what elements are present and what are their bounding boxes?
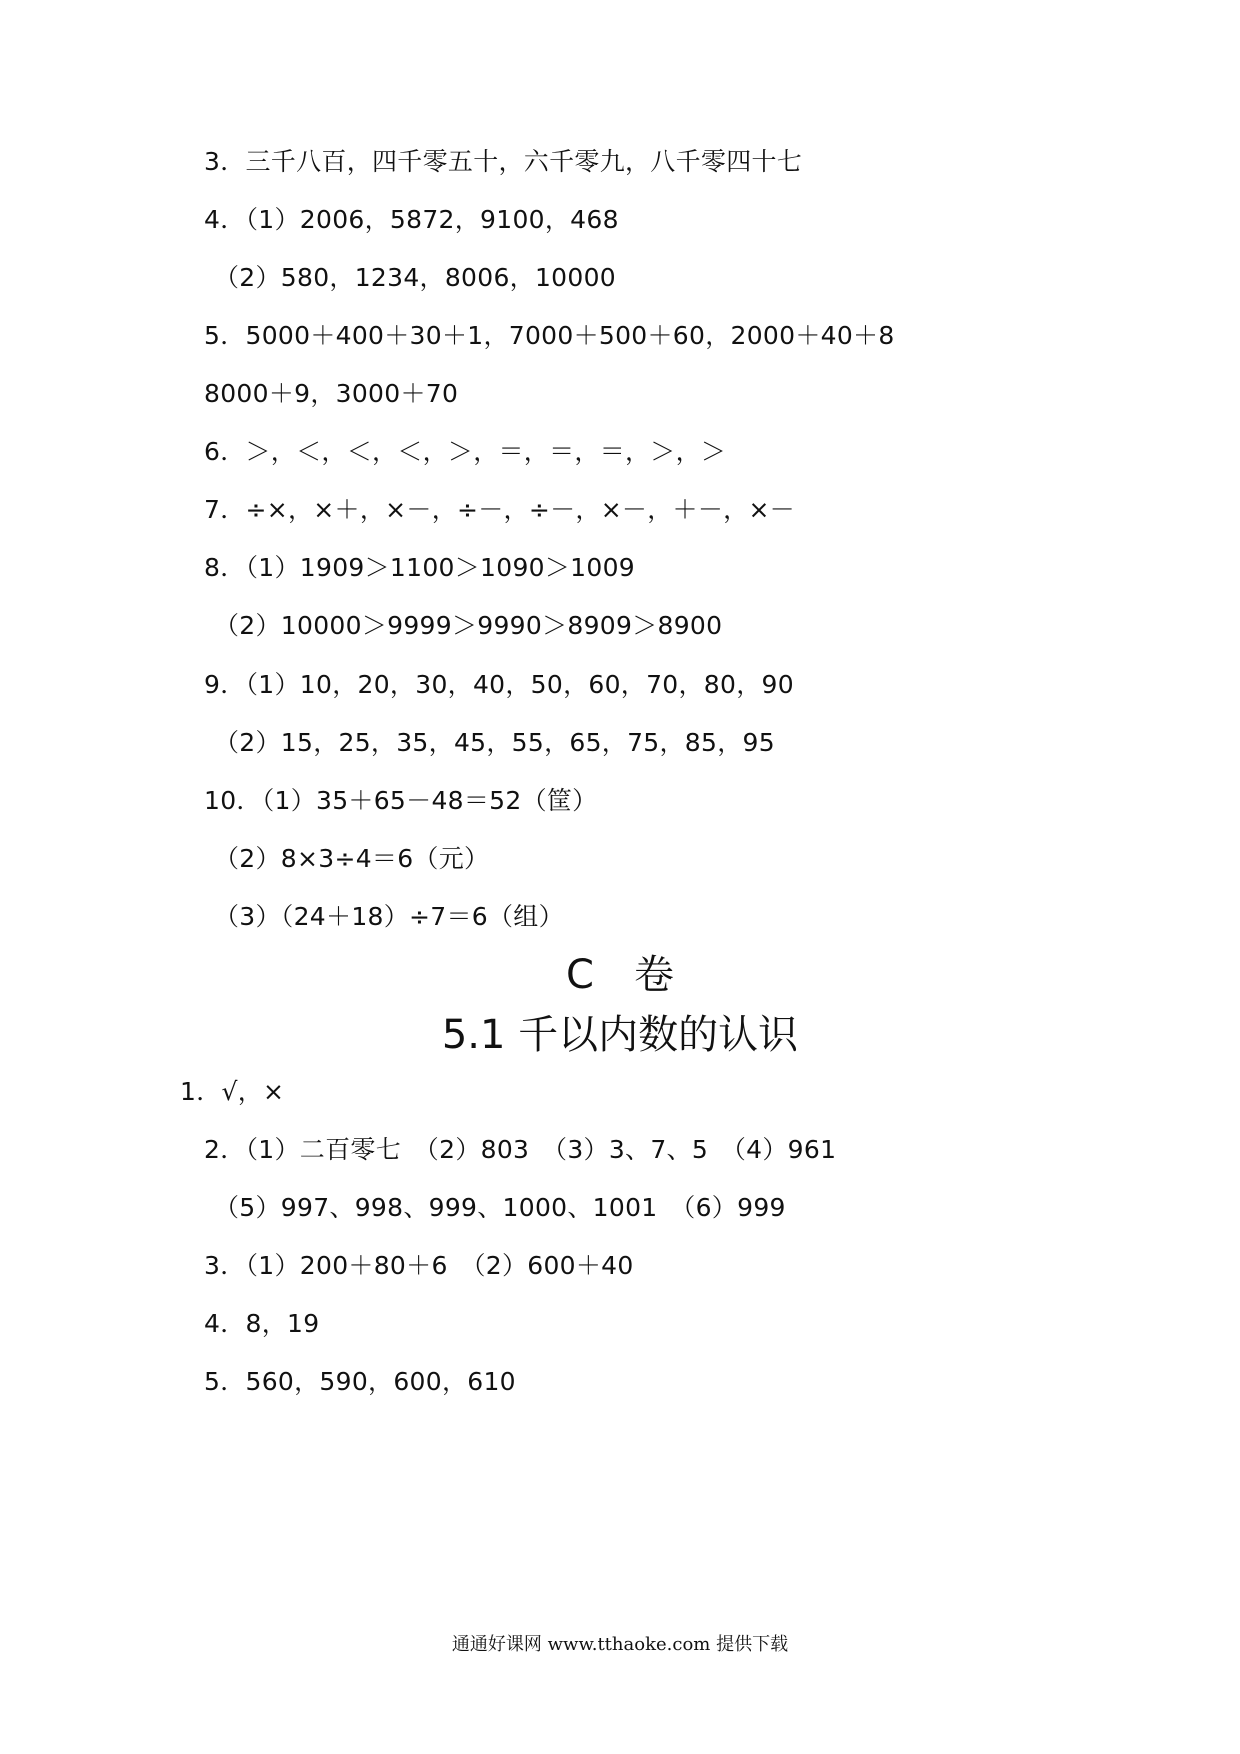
answer-line: 6．＞，＜，＜，＜，＞，＝，＝，＝，＞，＞ — [204, 437, 727, 466]
answer-line: 9．（1）10，20，30，40，50，60，70，80，90 — [204, 670, 794, 699]
answer-line: 3．三千八百，四千零五十，六千零九，八千零四十七 — [204, 147, 803, 176]
answer-line: （2）580，1234，8006，10000 — [214, 263, 616, 292]
answer-line: （2）15，25，35，45，55，65，75，85，95 — [214, 728, 775, 757]
answer-line: 7．÷×，×＋，×－，÷－，÷－，×－，＋－，×－ — [204, 495, 795, 524]
answer-line: 2．（1）二百零七 （2）803 （3）3、7、5 （4）961 — [204, 1135, 837, 1164]
section-subtitle: 5.1 千以内数的认识 — [441, 1012, 799, 1058]
answer-line: 4．（1）2006，5872，9100，468 — [204, 205, 619, 234]
section-title: C 卷 — [566, 952, 674, 998]
answer-line: 3．（1）200＋80＋6 （2）600＋40 — [204, 1251, 634, 1280]
answer-line: 1．√，× — [180, 1077, 285, 1106]
answer-line: （2）10000＞9999＞9990＞8909＞8900 — [214, 611, 723, 640]
answer-line: 5．5000＋400＋30＋1，7000＋500＋60，2000＋40＋8 — [204, 321, 895, 350]
answer-line: 4．8，19 — [204, 1309, 320, 1338]
answer-line: （5）997、998、999、1000、1001 （6）999 — [214, 1193, 786, 1222]
answer-line: （2）8×3÷4＝6（元） — [214, 844, 490, 873]
answer-line: 5．560，590，600，610 — [204, 1367, 516, 1396]
page-footer: 通通好课网 www.tthaoke.com 提供下载 — [451, 1634, 789, 1655]
answer-line: 8000＋9，3000＋70 — [204, 379, 459, 408]
answer-line: （3）（24＋18）÷7＝6（组） — [214, 902, 564, 931]
answer-line: 10．（1）35＋65－48＝52（筐） — [204, 786, 598, 815]
answer-line: 8．（1）1909＞1100＞1090＞1009 — [204, 553, 636, 582]
